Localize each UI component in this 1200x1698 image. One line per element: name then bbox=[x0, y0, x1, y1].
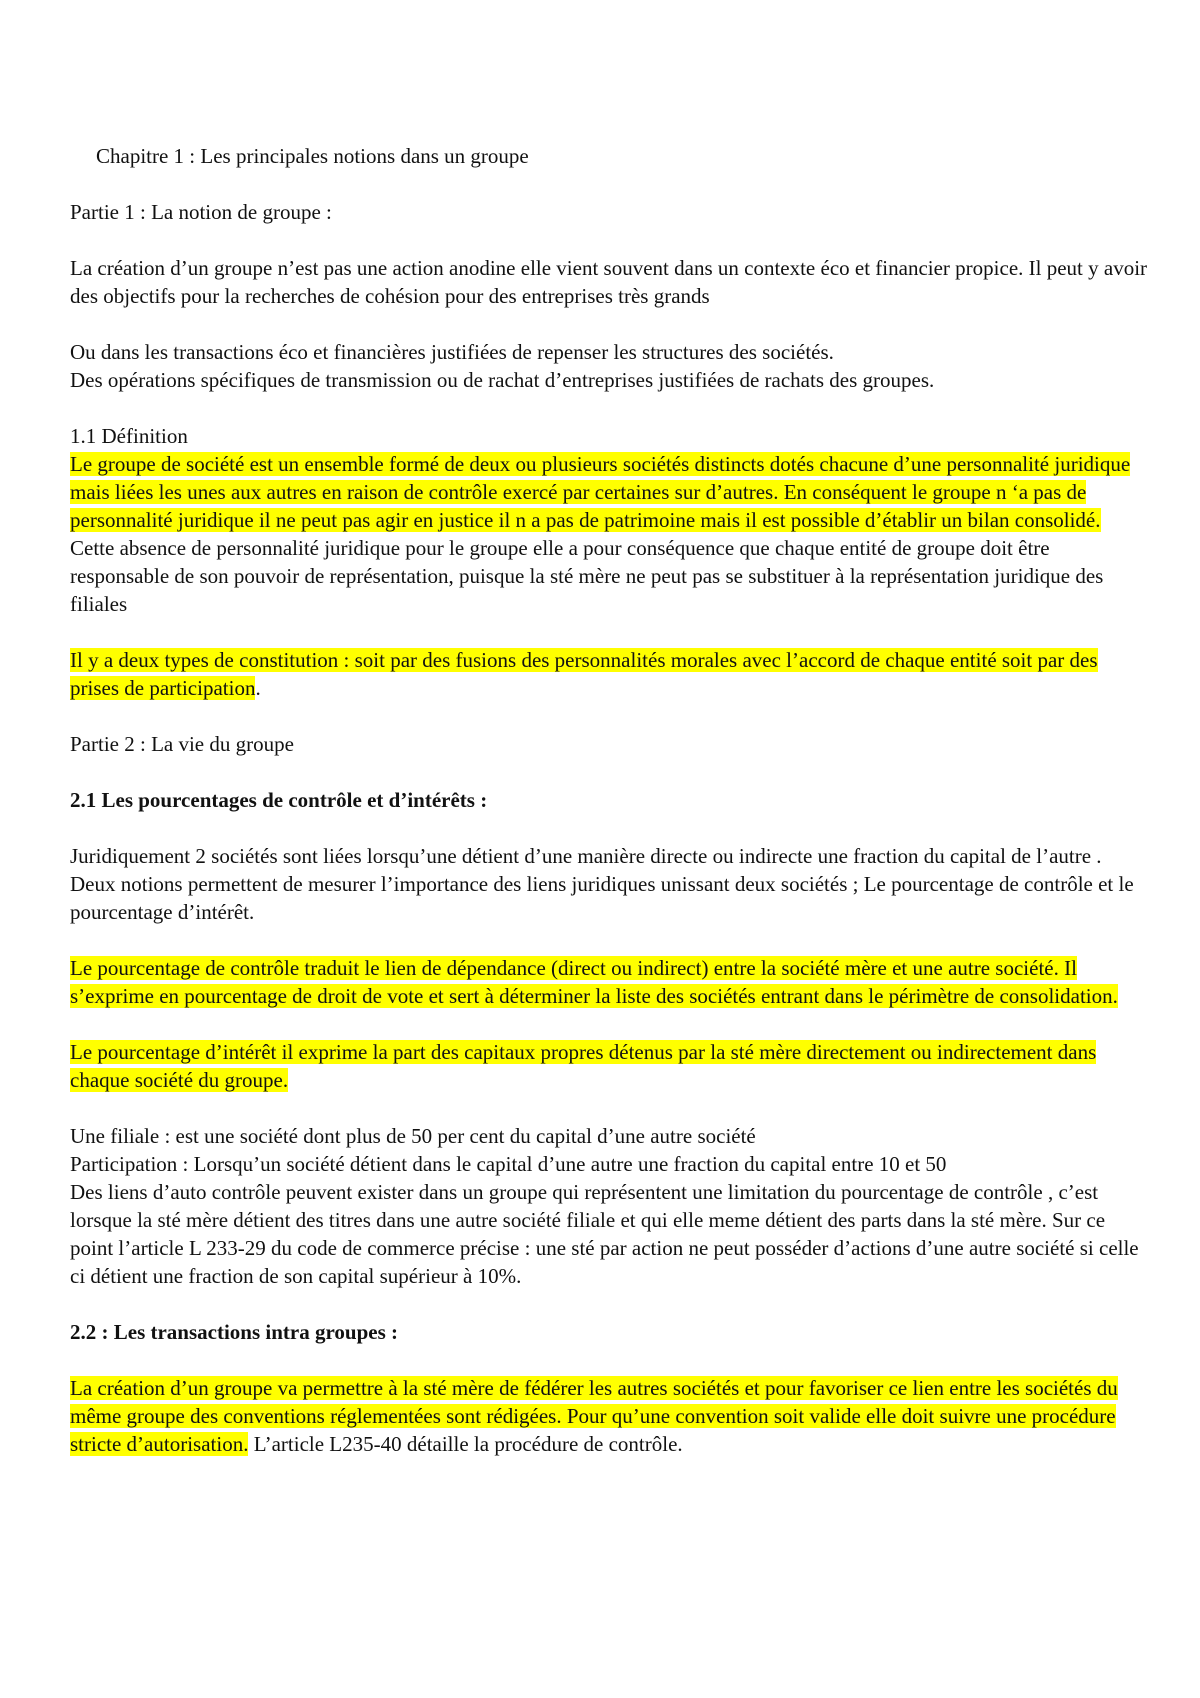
section-2-1-intro: Juridiquement 2 sociétés sont liées lorsqu’une détient d’une manière directe ou indirecte une fraction du capital de l’autre . Deux notions permettent de mesurer l’importance des liens juridiques unissant deux sociétés ; Le pourcentage de contrôle et le pourcentage d’intérêt. bbox=[70, 844, 1134, 924]
filiale-line: Une filiale : est une société dont plus de 50 per cent du capital d’une autre société bbox=[70, 1124, 756, 1148]
chapter-title: Chapitre 1 : Les principales notions dans un groupe bbox=[96, 144, 529, 168]
part2-title: Partie 2 : La vie du groupe bbox=[70, 732, 294, 756]
document-page bbox=[70, 142, 1150, 1458]
constitution-types-rest: . bbox=[255, 676, 261, 700]
definition-paragraph bbox=[70, 450, 1150, 618]
section-2-1-title: 2.1 Les pourcentages de contrôle et d’intérêts : bbox=[70, 788, 488, 812]
constitution-types-highlight: Il y a deux types de constitution : soit par des fusions des personnalités morales avec l’accord de chaque entité soit par des prises de participation bbox=[70, 648, 1098, 700]
part1-transactions-line: Ou dans les transactions éco et financières justifiées de repenser les structures des sociétés. bbox=[70, 340, 834, 364]
participation-line: Participation : Lorsqu’un société détient dans le capital d’une autre une fraction du capital entre 10 et 50 bbox=[70, 1152, 947, 1176]
part1-title: Partie 1 : La notion de groupe : bbox=[70, 200, 332, 224]
definition-rest: Cette absence de personnalité juridique pour le groupe elle a pour conséquence que chaque entité de groupe doit être responsable de son pouvoir de représentation, puisque la sté mère ne peut pas se substituer à la représentation juridique des filiales bbox=[70, 536, 1104, 616]
section-2-2-highlight: La création d’un groupe va permettre à la sté mère de fédérer les autres sociétés et pour favoriser ce lien entre les sociétés du même groupe des conventions réglementées sont rédigées. Pour qu’une convention soit valide elle doit suivre une procédure stricte d’autorisation. bbox=[70, 1376, 1118, 1456]
controle-highlight: Le pourcentage de contrôle traduit le lien de dépendance (direct ou indirect) entre la société mère et une autre société. Il s’exprime en pourcentage de droit de vote et sert à déterminer la liste des sociétés entrant dans le périmètre de consolidation. bbox=[70, 956, 1118, 1008]
definition-title: 1.1 Définition bbox=[70, 424, 188, 448]
controle-paragraph bbox=[70, 954, 1150, 1010]
interet-highlight: Le pourcentage d’intérêt il exprime la part des capitaux propres détenus par la sté mère directement ou indirectement dans chaque société du groupe. bbox=[70, 1040, 1097, 1092]
interet-paragraph bbox=[70, 1038, 1150, 1094]
section-2-2-rest: L’article L235-40 détaille la procédure de contrôle. bbox=[248, 1432, 683, 1456]
definition-highlight: Le groupe de société est un ensemble formé de deux ou plusieurs sociétés distincts dotés chacune d’une personnalité juridique mais liées les unes aux autres en raison de contrôle exercé par certaines sur d’autres. En conséquent le groupe n ‘a pas de personnalité juridique il ne peut pas agir en justice il n a pas de patrimoine mais il est possible d’établir un bilan consolidé. bbox=[70, 452, 1131, 532]
section-2-2-paragraph bbox=[70, 1374, 1150, 1458]
part1-operations-line: Des opérations spécifiques de transmission ou de rachat d’entreprises justifiées de rachats des groupes. bbox=[70, 368, 935, 392]
section-2-2-title: 2.2 : Les transactions intra groupes : bbox=[70, 1320, 399, 1344]
constitution-types-paragraph bbox=[70, 646, 1150, 702]
autocontrole-paragraph: Des liens d’auto contrôle peuvent exister dans un groupe qui représentent une limitation du pourcentage de contrôle , c’est lorsque la sté mère détient des titres dans une autre société filiale et qui elle meme détient des parts dans la sté mère. Sur ce point l’article L 233-29 du code de commerce précise : une sté par action ne peut posséder d’actions d’une autre société si celle ci détient une fraction de son capital supérieur à 10%. bbox=[70, 1180, 1139, 1288]
part1-intro-paragraph: La création d’un groupe n’est pas une action anodine elle vient souvent dans un contexte éco et financier propice. Il peut y avoir des objectifs pour la recherches de cohésion pour des entreprises très grands bbox=[70, 256, 1148, 308]
